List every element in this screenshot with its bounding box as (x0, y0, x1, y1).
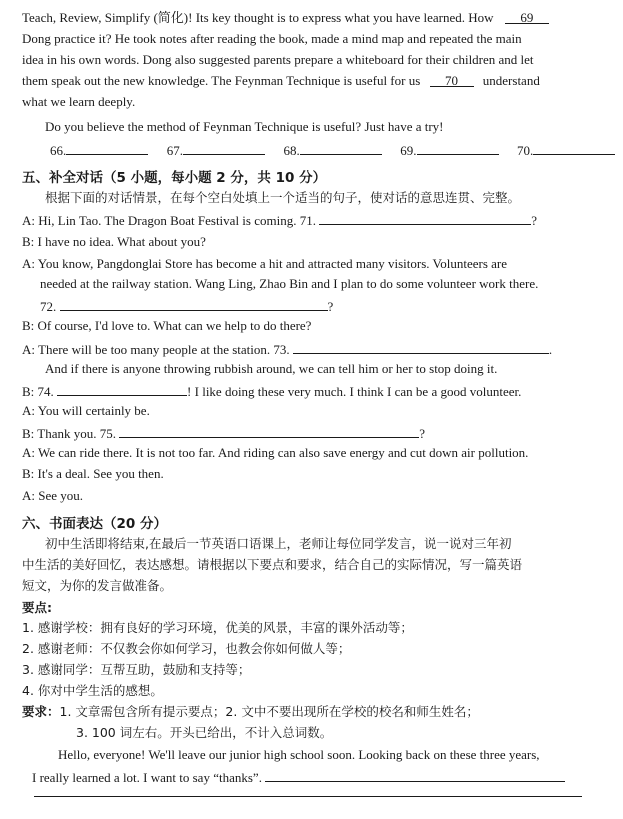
answer-label: 68. (283, 143, 300, 158)
answer-label: 69. (400, 143, 417, 158)
passage-line-4 (22, 73, 540, 89)
passage-line-6: Do you believe the method of Feynman Technique is useful? Just have a try! (45, 119, 444, 134)
dialogue-text: A: Hi, Lin Tao. The Dragon Boat Festival is coming. 71. (22, 213, 316, 228)
dialogue-line-8 (22, 424, 425, 442)
dialogue-text: 72. (40, 299, 57, 314)
passage-line-2: Dong practice it? He took notes after reading the book, made a mind map and repeated the main (22, 31, 522, 46)
dialogue-line-5b: And if there is anyone throwing rubbish around, we can tell him or her to stop doing it. (45, 361, 498, 376)
point-2: 2. 感谢老师：不仅教会你如何学习，也教会你如何做人等； (22, 641, 351, 656)
blank-70[interactable] (430, 73, 474, 87)
dialogue-text: ! I like doing these very much. I think I can be a good volunteer. (187, 384, 522, 399)
essay-start-1: Hello, everyone! We'll leave our junior high school soon. Looking back on these three years, (58, 747, 540, 762)
essay-blank-1[interactable] (265, 768, 565, 782)
dialogue-line-3a: A: You know, Pangdonglai Store has become a hit and attracted many visitors. Volunteers are (22, 256, 508, 271)
dialogue-line-10: B: It's a deal. See you then. (22, 466, 164, 481)
section5-instruction: 根据下面的对话情景，在每个空白处填上一个适当的句子，使对话的意思连贯、完整。 (45, 190, 521, 205)
answer-row (50, 141, 615, 159)
essay-writing-line[interactable] (34, 796, 582, 797)
dialogue-line-7: A: You will certainly be. (22, 403, 150, 418)
passage-text: understand (482, 73, 540, 88)
punct: ? (531, 213, 537, 228)
requirements-line-2: 3. 100 词左右。开头已给出，不计入总词数。 (76, 725, 333, 740)
dialogue-text: A: There will be too many people at the station. 73. (22, 342, 290, 357)
blank-71[interactable] (319, 211, 531, 225)
answer-label: 66. (50, 143, 67, 158)
passage-line-1 (22, 10, 549, 26)
section5-title: 五、补全对话（5 小题，每小题 2 分，共 10 分） (22, 170, 327, 186)
dialogue-line-3b: needed at the railway station. Wang Ling, Zhao Bin and I plan to do some volunteer work there. (40, 276, 539, 291)
section6-title: 六、书面表达（20 分） (22, 516, 167, 532)
dialogue-line-2: B: I have no idea. What about you? (22, 234, 206, 249)
dialogue-line-6 (22, 382, 521, 400)
passage-text: them speak out the new knowledge. The Feynman Technique is useful for us (22, 73, 421, 88)
answer-blank-68[interactable] (300, 141, 382, 155)
section6-intro-3: 短文，为你的发言做准备。 (22, 578, 173, 593)
answer-blank-66[interactable] (66, 141, 148, 155)
points-label: 要点: (22, 600, 52, 615)
answer-label: 67. (166, 143, 183, 158)
essay-start-2 (32, 768, 565, 786)
blank-72[interactable] (60, 297, 328, 311)
punct: ? (419, 426, 426, 441)
dialogue-line-4: B: Of course, I'd love to. What can we help to do there? (22, 318, 312, 333)
blank-number: 69 (520, 10, 534, 25)
requirement-text: 1. 文章需包含所有提示要点；2. 文中不要出现所在学校的校名和师生姓名； (59, 704, 479, 719)
dialogue-text: B: Thank you. 75. (22, 426, 117, 441)
section6-intro-2: 中生活的美好回忆，表达感想。请根据以下要点和要求，结合自己的实际情况，写一篇英语 (22, 557, 523, 572)
dialogue-line-3c (40, 297, 333, 315)
answer-blank-69[interactable] (417, 141, 499, 155)
punct: ? (327, 299, 334, 314)
point-3: 3. 感谢同学：互帮互助，鼓励和支持等； (22, 662, 251, 677)
essay-text: I really learned a lot. I want to say “thanks”. (32, 770, 262, 785)
blank-75[interactable] (119, 424, 419, 438)
dialogue-line-11: A: See you. (22, 488, 84, 503)
answer-label: 70. (517, 143, 534, 158)
blank-74[interactable] (57, 382, 187, 396)
section6-intro-1: 初中生活即将结束,在最后一节英语口语课上，老师让每位同学发言，说一说对三年初 (45, 536, 512, 551)
passage-text: Teach, Review, Simplify (简化)! Its key thought is to express what you have learned. How (22, 10, 494, 25)
dialogue-text: B: 74. (22, 384, 54, 399)
dialogue-line-1 (22, 211, 537, 229)
answer-blank-70[interactable] (533, 141, 615, 155)
requirements-line-1 (22, 704, 479, 720)
dialogue-line-5a (22, 340, 552, 358)
blank-number: 70 (445, 73, 459, 88)
punct: . (548, 342, 553, 357)
requirements-label: 要求： (22, 704, 60, 719)
answer-blank-67[interactable] (183, 141, 265, 155)
blank-69[interactable] (505, 10, 549, 24)
point-1: 1. 感谢学校：拥有良好的学习环境，优美的风景，丰富的课外活动等； (22, 620, 413, 635)
passage-line-3: idea in his own words. Dong also suggested parents prepare a whiteboard for their children and let (22, 52, 534, 67)
blank-73[interactable] (293, 340, 549, 354)
passage-line-5: what we learn deeply. (22, 94, 136, 109)
point-4: 4. 你对中学生活的感想。 (22, 683, 163, 698)
dialogue-line-9: A: We can ride there. It is not too far. And riding can also save energy and cut down air pollution. (22, 445, 529, 460)
